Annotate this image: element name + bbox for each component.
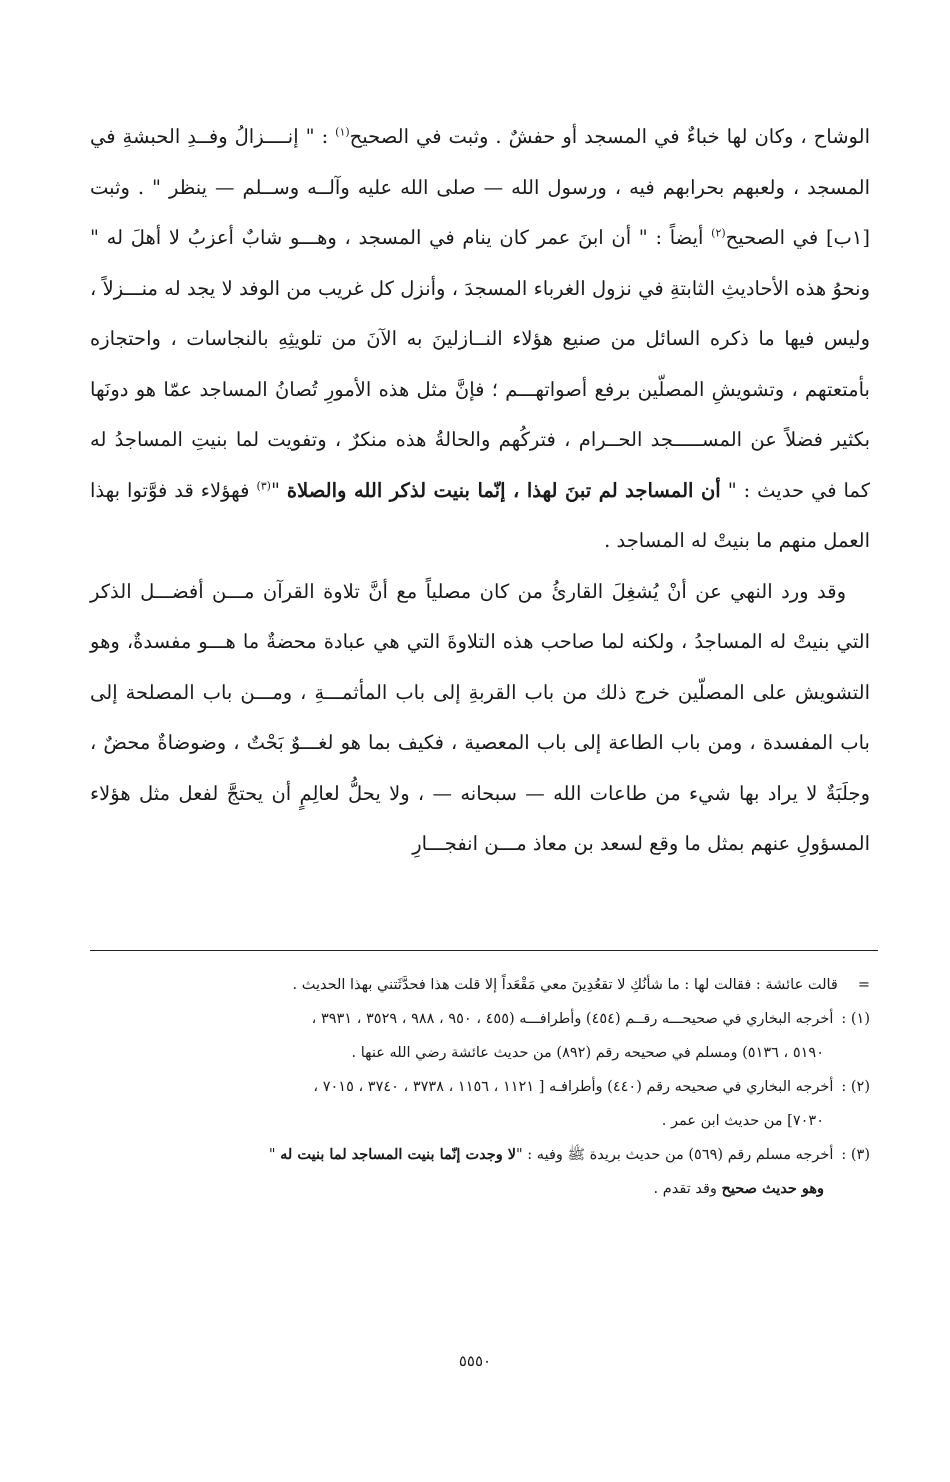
footnote-separator bbox=[90, 950, 878, 951]
paragraph-1-part-3: أيضاً : " أن ابنَ عمر كان ينام في المسجد ، وهـــو شابٌ أعزبُ لا أهلَ له " ونحوُ هذه الأحاديثِ الثابتةِ في نزول الغرباء المسجدَ ، وأنزل كل غريب من الوفد لا يجد له منـــزلاً ، وليس فيها ما ذكره السائل من صنيع هؤلاء النــازلينَ به الآنَ من تلويثِهِ بالنجاسات ، واحتجازه بأمتعتهم ، وتشويشِ المصلّين برفع أصواتهـــم ؛ فإنَّ مثل هذه الأمورِ تُصانُ المساجد عمّا هو دونَها بكثير فضلاً عن المســـــجد الحــرام ، فتركُهم والحالةُ هذه منكرٌ ، وتفويت لما بنيتِ المساجدُ له كما في حديث : " bbox=[90, 226, 870, 502]
footnote-3-continuation bbox=[90, 1172, 870, 1206]
footnote-ref-3[interactable]: (٣) bbox=[256, 479, 271, 492]
footnote-ref-2[interactable]: (٢) bbox=[711, 226, 726, 240]
footnote-3-text: أخرجه مسلم رقم (٥٦٩) من حديث بريدة ﷺ وفيه : " bbox=[516, 1147, 834, 1163]
continuation-text: قالت عائشة : فقالت لها : ما شأنُكِ لا تقعُدِينَ معي مَقْعَداً إلا قلت هذا فحدَّثَتني بهذا الحديث . bbox=[292, 977, 838, 993]
footnotes bbox=[90, 968, 870, 1206]
page-number: ٥٥٥٠ bbox=[458, 1352, 492, 1370]
footnote-3-continuation-text: وقد تقدم . bbox=[653, 1181, 722, 1197]
footnote-2-continuation: ٧٠٣٠] من حديث ابن عمر . bbox=[661, 1113, 824, 1129]
paragraph-1-part-1: الوشاح ، وكان لها خباءٌ في المسجد أو حفشٌ . وثبت في الصحيح bbox=[349, 125, 870, 148]
footnote-continuation bbox=[90, 968, 870, 1002]
hadith-quote-bold: أن المساجد لم تبنَ لهذا ، إنّما بنيت لذكر الله والصلاة bbox=[286, 478, 721, 502]
footnote-1-continuation: ٥١٩٠ ، ٥١٣٦) ومسلم في صحيحه رقم (٨٩٢) من حديث عائشة رضي الله عنها . bbox=[351, 1045, 824, 1061]
footnote-3-grading: وهو حديث صحيح bbox=[721, 1180, 824, 1197]
footnote-2 bbox=[90, 1070, 870, 1104]
paragraph-1 bbox=[90, 112, 870, 567]
footnote-2-text: أخرجه البخاري في صحيحه رقم (٤٤٠) وأطرافـه [ ١١٢١ ، ١١٥٦ ، ٣٧٣٨ ، ٣٧٤٠ ، ٧٠١٥ ، bbox=[313, 1079, 834, 1095]
footnote-1 bbox=[90, 1002, 870, 1036]
footnote-1-label: (١) : bbox=[841, 1011, 870, 1027]
continuation-marker: = bbox=[857, 977, 870, 993]
footnote-1-text: أخرجه البخاري في صحيحـــه رقــم (٤٥٤) وأطرافـــه (٤٥٥ ، ٩٥٠ ، ٩٨٨ ، ٣٥٢٩ ، ٣٩٣١ ، bbox=[311, 1011, 834, 1027]
paragraph-2: وقد ورد النهي عن أنْ يُشغِلَ القارئُ من كان مصلياً مع أنَّ تلاوة القرآن مـــن أفضـــل الذكر التي بنيتْ له المساجدُ ، ولكنه لما صاحب هذه التلاوةَ التي هي عبادة محضةٌ ما هـــو مفسدةٌ، وهو التشويش على المصلّين خرج ذلك من باب القربةِ إلى باب المأثمـــةِ ، ومـــن باب المصلحة إلى باب المفسدة ، ومن باب الطاعة إلى باب المعصية ، فكيف بما هو لغـــوٌ بَحْتٌ ، وضوضاةٌ محضٌ ، وجلَبَةٌ لا يراد بها شيء من طاعات الله — سبحانه — ، ولا يحلُّ لعالِمٍ أن يحتجَّ لفعل مثل هؤلاء المسؤولِ عنهم بمثل ما وقع لسعد بن معاذ مـــن انفجـــارِ bbox=[90, 579, 870, 855]
footnote-3-bold-quote: لا وجدت إنّما بنيت المساجد لما بنيت له bbox=[280, 1146, 517, 1163]
footnote-2-label: (٢) : bbox=[841, 1079, 870, 1095]
footnote-3-label: (٣) : bbox=[841, 1147, 870, 1163]
paragraph-1-part-5: فهؤلاء قد فوَّتوا بهذا العمل منهم ما بنيتْ له المساجد . bbox=[90, 478, 870, 552]
footnote-ref-1[interactable]: (١) bbox=[335, 125, 350, 139]
paragraph-1-part-4: " bbox=[270, 478, 287, 502]
footnote-3-text-end: " bbox=[268, 1147, 281, 1163]
paragraph-1-part-2: : " إنــــزالُ وفــدِ الحبشةِ في المسجد ، ولعبهم بحرابهم فيه ، ورسول الله — صلى الله عليه وآلــه وســلم — ينظر " . وثبت [١ب] في الصحيح bbox=[90, 125, 871, 249]
main-text bbox=[90, 112, 870, 870]
footnote-3 bbox=[90, 1138, 870, 1172]
